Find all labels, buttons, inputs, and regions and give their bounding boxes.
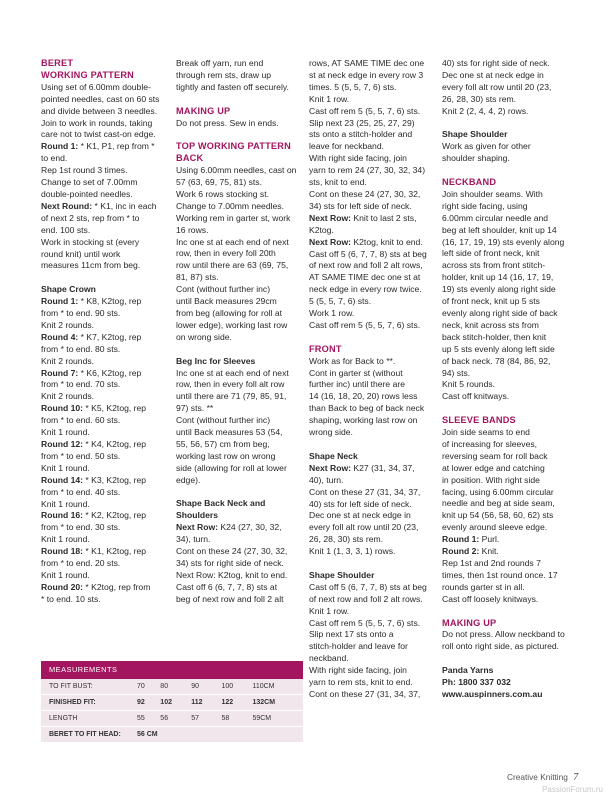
text-line: rows, AT SAME TIME dec one [309, 58, 425, 68]
text-line [41, 403, 162, 415]
row-text: K2tog, knit to end. [351, 236, 423, 247]
measurement-value: 59CM [250, 711, 303, 727]
text-line: 26, 28, 30) sts rem. [442, 93, 517, 104]
text-line: Cont on these 24 (27, 30, 32, [309, 188, 421, 199]
row-text: K24 (27, 30, 32, [218, 522, 282, 533]
row-label: Round 7: [41, 367, 79, 378]
text-line [41, 582, 162, 594]
measurement-value: 102 [158, 695, 189, 711]
watermark: PassionForum.ru [542, 785, 603, 794]
text-line: Knit 1 round. [41, 427, 90, 438]
text-line: Do not press. Allow neckband to [442, 629, 565, 640]
row-text: * K1, inc in each [92, 200, 157, 211]
text-line: stitch-holder and leave for [309, 641, 408, 652]
spacer [442, 118, 568, 130]
text-line: of front neck, knit up 5 sts [442, 296, 540, 307]
text-line [309, 237, 433, 249]
text-line [442, 546, 568, 558]
text-line: Work in stocking st (every [41, 236, 140, 247]
text-line: edge). [176, 474, 201, 485]
text-line: from beg (allowing for roll at [176, 308, 283, 318]
text-line: from * to end. 20 sts. [41, 558, 121, 569]
text-line: from * to end. 30 sts. [41, 522, 121, 533]
text-line: Cast off 5 (6, 7, 7, 8) sts at beg [309, 248, 427, 259]
text-line: evenly around sleeve edge. [442, 522, 548, 533]
text-line [41, 475, 162, 487]
subheading: Ph: 1800 337 032 [442, 677, 511, 688]
text-line: from * to end. 50 sts. [41, 450, 121, 461]
row-label: Next Row: [309, 462, 352, 473]
text-line: Cast off knitways. [442, 391, 510, 402]
spacer [309, 439, 433, 451]
section-heading: WORKING PATTERN [41, 69, 134, 80]
measurement-value: 132CM [250, 695, 303, 711]
spacer [442, 403, 568, 415]
text-line [41, 510, 162, 522]
text-line: roll onto right side, as pictured. [442, 641, 560, 652]
row-text: * K8, K2tog, rep [78, 296, 142, 307]
section-heading: TOP WORKING PATTERN [176, 141, 291, 152]
text-line: Cont on these 27 (31, 34, 37, [309, 688, 421, 699]
text-line: yarn to rem sts, knit to end. [309, 677, 413, 688]
magazine-name: Creative Knitting [507, 772, 568, 782]
measurements-title: MEASUREMENTS [41, 661, 303, 679]
measurement-value: 55 [135, 711, 158, 727]
text-line [41, 546, 162, 558]
section-heading: SLEEVE BANDS [442, 415, 516, 426]
text-line: shoulder shaping. [442, 153, 510, 164]
row-text: * K1, P1, rep from * [78, 141, 155, 152]
text-line: row, then in every foll alt row [176, 379, 285, 390]
text-line: through rem sts, draw up [176, 69, 272, 80]
text-line: Do not press. Sew in ends. [176, 117, 279, 128]
text-line: every foll alt row until 20 (23, [442, 81, 552, 92]
measurement-row [41, 679, 303, 695]
measurement-label: TO FIT BUST: [41, 679, 135, 695]
text-line: Cont (without further inc) [176, 284, 271, 295]
text-line: Cast off loosely knitways. [442, 593, 539, 604]
text-line: back stitch-holder, then knit [442, 331, 547, 342]
subheading: Shape Shoulder [309, 569, 375, 580]
text-line [309, 463, 433, 475]
spacer [176, 94, 300, 106]
text-line: from * to end. 60 sts. [41, 415, 121, 426]
text-line: 16 rows. [176, 224, 209, 235]
row-text: * K1, K2tog, rep [83, 546, 147, 557]
text-line: With right side facing, join [309, 153, 407, 164]
text-line: Rep 1st and 2nd rounds 7 [442, 558, 541, 569]
text-line: from * to end. 90 sts. [41, 308, 121, 319]
measurement-label: FINISHED FIT: [41, 695, 135, 711]
text-line: 19) sts evenly along right side [442, 284, 556, 295]
text-line [41, 141, 162, 153]
text-line: end. 100 sts. [41, 224, 91, 235]
text-line: on wrong side. [176, 331, 232, 342]
text-line: yarn to rem 24 (27, 30, 32, 34) [309, 165, 426, 176]
text-line: beg of next row and foll 2 alt [176, 593, 284, 604]
text-line: Inc one st at each end of next [176, 236, 289, 247]
measurement-value: 92 [135, 695, 158, 711]
spacer [176, 344, 300, 356]
text-line: 5 (5, 5, 7, 6) sts. [309, 296, 372, 307]
text-line: st at neck edge in every row 3 [309, 69, 424, 80]
column-3 [309, 58, 433, 701]
text-line: every foll alt row until 20 (23, [309, 522, 419, 533]
text-line: Break off yarn, run end [176, 58, 264, 68]
row-label: Round 4: [41, 331, 79, 342]
text-line: (16, 17, 19, 19) sts evenly along [442, 236, 565, 247]
row-label: Round 16: [41, 510, 84, 521]
measurement-row [41, 695, 303, 711]
text-line: Cast off rem 5 (5, 5, 7, 6) sts. [309, 617, 421, 628]
text-line: Change to 7.00mm needles. [176, 200, 284, 211]
text-line: 34), turn. [176, 534, 211, 545]
row-label: Next Round: [41, 200, 93, 211]
text-line: rounds garter st in all. [442, 581, 525, 592]
text-line: at lower edge and catching [442, 462, 545, 473]
spacer [176, 129, 300, 141]
text-line: Knit 1 (1, 3, 3, 1) rows. [309, 546, 396, 557]
row-label: Round 12: [41, 438, 84, 449]
text-line [41, 296, 162, 308]
text-line: than Back to beg of back neck [309, 403, 425, 414]
text-line: Knit 2 rounds. [41, 355, 95, 366]
measurement-value: 56 [158, 711, 189, 727]
text-line: Knit 5 rounds. [442, 379, 496, 390]
text-line: from * to end. 40 sts. [41, 486, 121, 497]
text-line: until Back measures 29cm [176, 296, 277, 307]
row-text: Knit. [479, 546, 499, 557]
text-line: Dec one st at neck edge in [442, 69, 544, 80]
text-line [41, 332, 162, 344]
text-line: 6.00mm circular needle and [442, 212, 549, 223]
spacer [309, 332, 433, 344]
text-line [41, 368, 162, 380]
column-4 [442, 58, 568, 701]
text-line: Dec one st at neck edge in [309, 510, 411, 521]
section-heading: BERET [41, 58, 74, 68]
section-heading: MAKING UP [176, 105, 231, 116]
row-label: Round 2: [442, 546, 480, 557]
row-label: Next Row: [309, 212, 352, 223]
row-text: K27 (31, 34, 37, [351, 462, 415, 473]
row-label: Round 1: [442, 534, 480, 545]
text-line: to end. [41, 153, 68, 164]
measurement-value: 90 [189, 679, 219, 695]
text-line: right side facing, using [442, 200, 528, 211]
measurement-value: 100 [219, 679, 250, 695]
text-line: Inc one st at each end of next [176, 367, 289, 378]
measurement-label: BERET TO FIT HEAD: [41, 727, 135, 743]
text-line: working last row on wrong [176, 450, 276, 461]
column-2 [176, 58, 300, 606]
row-text: * K4, K2tog, rep [83, 438, 147, 449]
text-line: Knit 1 round. [41, 498, 90, 509]
text-line: holder, knit up 14 (16, 17, 19, [442, 272, 554, 283]
text-line: 40) sts for left side of neck. [309, 498, 412, 509]
text-line: Slip next 23 (25, 25, 27, 29) [309, 117, 415, 128]
text-line: times. 5 (5, 5, 7, 6) sts. [309, 81, 397, 92]
subheading: Shape Back Neck and [176, 498, 266, 509]
text-line: in position. With right side [442, 474, 540, 485]
row-label: Round 14: [41, 474, 84, 485]
text-line: of next row and foll 2 alt rows, [309, 260, 423, 271]
subheading: www.auspinners.com.au [442, 688, 543, 699]
text-line: Rep 1st round 3 times. [41, 165, 128, 176]
section-heading: NECKBAND [442, 177, 497, 188]
text-line: Knit 1 row. [309, 605, 350, 616]
row-text: * K3, K2tog, rep [83, 474, 147, 485]
text-line: across sts from front stitch- [442, 260, 546, 271]
text-line: of next 2 sts, rep from * to [41, 212, 140, 223]
text-line [41, 439, 162, 451]
column-1 [41, 58, 162, 606]
measurements-table [41, 679, 303, 743]
text-line: Slip next 17 sts onto a [309, 629, 394, 640]
row-label: Round 10: [41, 403, 84, 414]
text-line: needle and beg at side seam, [442, 498, 555, 509]
text-line: Work 1 row. [309, 308, 355, 319]
row-text: * K2, K2tog, rep [83, 510, 147, 521]
text-line: neck, knit across sts from [442, 319, 539, 330]
text-line: further inc) until there are [309, 379, 406, 390]
text-line: 94) sts. [442, 367, 471, 378]
text-line: sts onto a stitch-holder and [309, 129, 413, 140]
text-line: Cast off 5 (6, 7, 7, 8) sts at beg [309, 581, 427, 592]
text-line: pointed needles, cast on 60 sts [41, 93, 160, 104]
subheading: Shape Shoulder [442, 129, 508, 140]
text-line: Knit 2 rounds. [41, 391, 95, 402]
text-line: neckband. [309, 653, 349, 664]
subheading: Shoulders [176, 510, 219, 521]
text-line: Work as given for other [442, 141, 531, 152]
text-line: knit up 54 (56, 58, 60, 62) sts [442, 510, 554, 521]
text-line: * to end. 10 sts. [41, 593, 101, 604]
text-line: of back neck. 78 (84, 86, 92, [442, 355, 551, 366]
text-line: evenly along right side of back [442, 308, 558, 318]
subheading: Panda Yarns [442, 665, 494, 676]
subheading: Shape Crown [41, 284, 96, 295]
text-line: left side of front neck, knit [442, 248, 540, 259]
text-line: Knit 1 round. [41, 534, 90, 545]
text-line: tightly and fasten off securely. [176, 81, 289, 92]
text-line: 14 (16, 18, 20, 20) rows less [309, 391, 418, 402]
text-line: from * to end. 80 sts. [41, 343, 121, 354]
text-line: With right side facing, join [309, 665, 407, 676]
row-label: Next Row: [176, 522, 219, 533]
measurement-value: 58 [219, 711, 250, 727]
text-line [309, 213, 433, 225]
text-line: row, then in every foll 20th [176, 248, 276, 259]
text-line: 57 (63, 69, 75, 81) sts. [176, 177, 262, 188]
spacer [442, 606, 568, 618]
row-label: Next Row: [309, 236, 352, 247]
text-line: row until there are 63 (69, 75, [176, 260, 289, 271]
measurement-value: 70 [135, 679, 158, 695]
row-text: * K7, K2tog, rep [78, 331, 142, 342]
text-line: Join shoulder seams. With [442, 188, 543, 199]
text-line: 97) sts. ** [176, 403, 214, 414]
text-line: side (allowing for roll at lower [176, 462, 287, 473]
text-line: Knit 1 row. [309, 93, 350, 104]
measurement-value: 56 CM [135, 727, 303, 743]
page-number: 7 [573, 772, 579, 783]
text-line: Cont on these 24 (27, 30, 32, [176, 546, 288, 557]
subheading: Beg Inc for Sleeves [176, 355, 256, 366]
text-line: Join side seams to end [442, 427, 530, 438]
row-label: Round 1: [41, 296, 79, 307]
measurement-value: 110CM [250, 679, 303, 695]
row-label: Round 18: [41, 546, 84, 557]
text-line: Knit 1 round. [41, 462, 90, 473]
text-line: facing, using 6.00mm circular [442, 486, 554, 497]
row-text: * K2tog, rep from [83, 581, 151, 592]
text-line: of increasing for sleeves, [442, 438, 538, 449]
page-footer [507, 772, 578, 783]
text-line: Cont on these 27 (31, 34, 37, [309, 486, 421, 497]
measurement-value: 122 [219, 695, 250, 711]
text-line: until there are 71 (79, 85, 91, [176, 391, 287, 402]
text-line: up 5 sts evenly along left side [442, 343, 555, 354]
text-line: K2tog. [309, 224, 334, 235]
text-line: from * to end. 70 sts. [41, 379, 121, 390]
text-line: Working rem in garter st, work [176, 212, 291, 223]
row-text: Purl. [479, 534, 500, 545]
text-line: sts, knit to end. [309, 177, 367, 188]
text-line: 55, 56, 57) cm from beg, [176, 438, 270, 449]
row-label: Round 20: [41, 581, 84, 592]
text-line: AT SAME TIME dec one st at [309, 272, 421, 283]
spacer [176, 487, 300, 499]
measurement-row [41, 727, 303, 743]
text-line: round knit) until work [41, 248, 121, 259]
text-line: times, then 1st round once. 17 [442, 569, 558, 580]
row-label: Round 1: [41, 141, 79, 152]
text-line: reversing seam for roll back [442, 450, 548, 461]
text-line: and divide between 3 needles. [41, 105, 158, 116]
row-text: * K5, K2tog, rep [83, 403, 147, 414]
measurement-value: 80 [158, 679, 189, 695]
text-line: beg at left shoulder, knit up 14 [442, 224, 557, 235]
text-line: 34) sts for left side of neck. [309, 200, 412, 211]
text-line: leave for neckband. [309, 141, 385, 152]
subheading: Shape Neck [309, 450, 358, 461]
text-line: Knit 1 round. [41, 569, 90, 580]
spacer [41, 272, 162, 284]
measurement-label: LENGTH [41, 711, 135, 727]
text-line: neck edge in every row twice. [309, 284, 422, 295]
text-line: 34) sts for right side of neck. [176, 558, 284, 568]
text-line: Cast off rem 5 (5, 5, 7, 6) sts. [309, 105, 421, 116]
text-line: Cast off 6 (6, 7, 7, 8) sts at [176, 581, 278, 592]
text-line: Knit 2 (2, 4, 4, 2) rows. [442, 105, 529, 116]
text-line: Cont in garter st (without [309, 367, 403, 378]
text-line: 81, 87) sts. [176, 272, 219, 283]
section-heading: MAKING UP [442, 617, 497, 628]
text-line [41, 201, 162, 213]
spacer [442, 653, 568, 665]
text-line: wrong side. [309, 427, 353, 438]
measurement-row [41, 711, 303, 727]
text-line: Cast off rem 5 (5, 5, 7, 6) sts. [309, 319, 421, 330]
text-line [442, 534, 568, 546]
text-line: Knit 2 rounds. [41, 319, 95, 330]
text-line: Work 6 rows stocking st. [176, 188, 269, 199]
text-line: Using 6.00mm needles, cast on [176, 165, 297, 176]
section-heading: BACK [176, 153, 204, 164]
text-line: Using set of 6.00mm double- [41, 81, 151, 92]
text-line: Change to set of 7.00mm [41, 177, 138, 188]
text-line: 40) sts for right side of neck. [442, 58, 550, 68]
spacer [309, 558, 433, 570]
text-line: 40), turn. [309, 474, 344, 485]
row-text: Knit to last 2 sts, [351, 212, 417, 223]
text-line: double-pointed needles. [41, 188, 133, 199]
text-line: shaping, working last row on [309, 415, 418, 426]
text-line: of next row and foll 2 alt rows. [309, 593, 423, 604]
text-line: Work as for Back to **. [309, 355, 396, 366]
measurements-box [41, 661, 303, 743]
measurement-value: 57 [189, 711, 219, 727]
text-line: 26, 28, 30) sts rem. [309, 534, 384, 545]
spacer [442, 165, 568, 177]
text-line: until Back measures 53 (54, [176, 427, 283, 438]
text-line: Next Row: K2tog, knit to end. [176, 569, 288, 580]
row-text: * K6, K2tog, rep [78, 367, 142, 378]
text-line: care not to twist cast-on edge. [41, 129, 156, 140]
section-heading: FRONT [309, 343, 342, 354]
text-line: Join to work in rounds, taking [41, 117, 153, 128]
text-line: measures 11cm from beg. [41, 260, 141, 271]
text-line: lower edge), working last row [176, 319, 288, 330]
measurement-value: 112 [189, 695, 219, 711]
text-line [176, 522, 300, 534]
text-line: Cont (without further inc) [176, 415, 271, 426]
